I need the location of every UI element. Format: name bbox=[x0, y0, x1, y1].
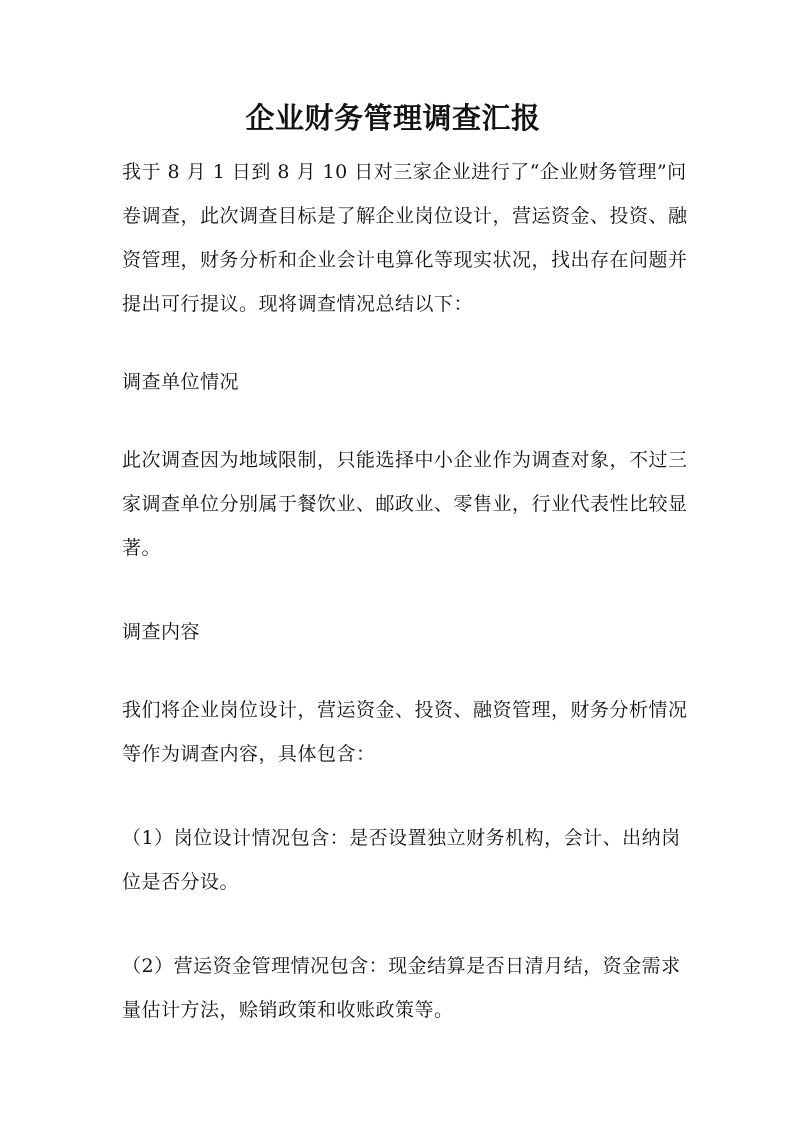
intro-paragraph: 我于 8 月 1 日到 8 月 10 日对三家企业进行了“企业财务管理”问卷调查，此次调查目标是了解企业岗位设计，营运资金、投资、融资管理，财务分析和企业会计电算化等现实状况，找出存在问题并提出可行提议。现将调查情况总结以下： bbox=[122, 161, 688, 315]
item-1-paragraph: （1）岗位设计情况包含：是否设置独立财务机构，会计、出纳岗位是否分设。 bbox=[122, 827, 681, 893]
section-heading-survey-units: 调查单位情况 bbox=[122, 371, 240, 393]
item-2-paragraph: （2）营运资金管理情况包含：现金结算是否日清月结，资金需求量估计方法，赊销政策和收账政策等。 bbox=[122, 955, 681, 1021]
section-heading-survey-content: 调查内容 bbox=[122, 621, 201, 643]
survey-content-paragraph: 我们将企业岗位设计，营运资金、投资、融资管理，财务分析情况等作为调查内容，具体包含： bbox=[122, 699, 688, 765]
document-title: 企业财务管理调查汇报 bbox=[245, 101, 541, 135]
survey-units-paragraph: 此次调查因为地域限制，只能选择中小企业作为调查对象，不过三家调查单位分别属于餐饮业、邮政业、零售业，行业代表性比较显著。 bbox=[122, 449, 688, 559]
